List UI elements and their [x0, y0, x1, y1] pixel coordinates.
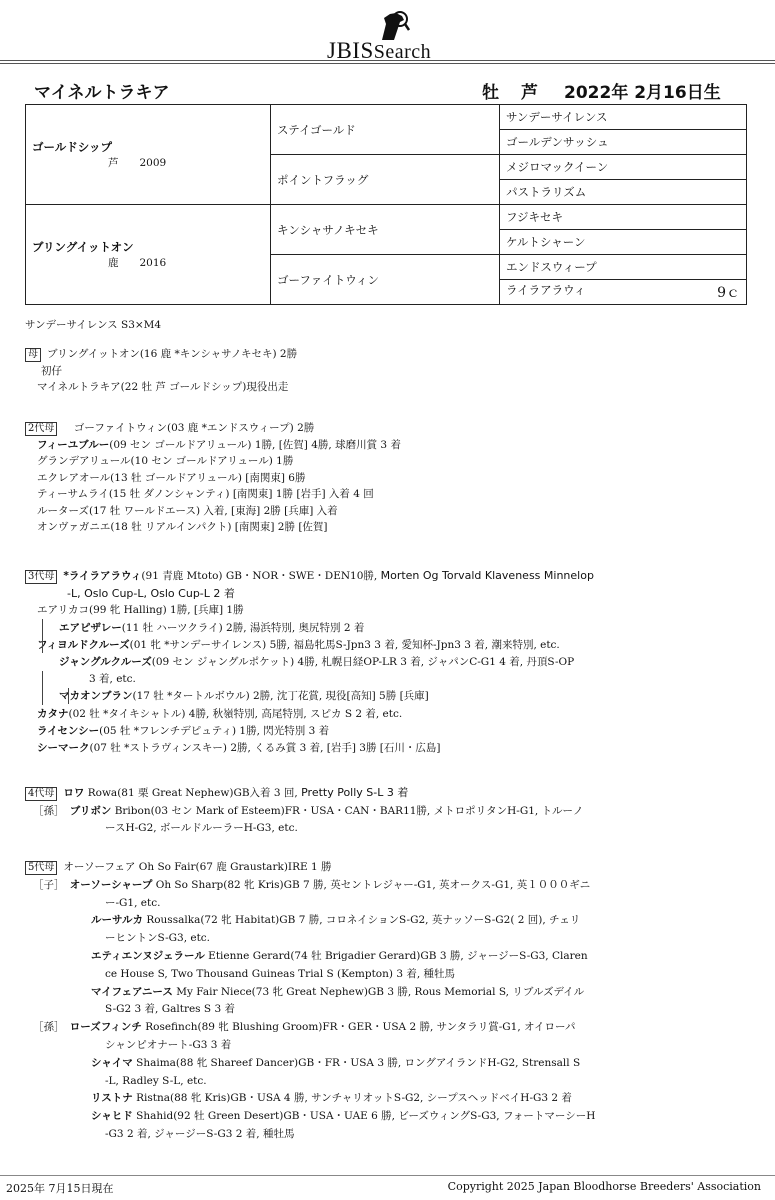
pedigree-g3[interactable]: エンドスウィープ	[500, 255, 747, 280]
pedigree-g2[interactable]: ゴーファイトウィン	[271, 255, 500, 305]
list-item: グランデアリュール(10 セン ゴールドアリュール) 1勝	[37, 455, 294, 467]
header-divider-2	[0, 63, 775, 64]
list-item: ティーサムライ(15 牡 ダノンシャンティ) [南関東] 1勝 [岩手] 入着 4 回	[37, 488, 374, 500]
family-number: 9ｃ	[717, 285, 740, 301]
pedigree-g3[interactable]: フジキセキ	[500, 205, 747, 230]
tree-connector	[42, 671, 43, 705]
horse-dob: 2022年 2月16日生	[564, 83, 721, 103]
dam-section: 母 ブリングイットオン(16 鹿 *キンシャサノキセキ) 2勝 初仔 マイネルトラキア(22 牡 芦 ゴールドシップ)現役出走	[25, 346, 755, 396]
header-divider	[0, 60, 775, 61]
pedigree-g3[interactable]: パストラリズム	[500, 180, 747, 205]
pedigree-g3[interactable]: ゴールデンサッシュ	[500, 130, 747, 155]
pedigree-g2[interactable]: ポイントフラッグ	[271, 155, 500, 205]
third-dam-tag: 3代母	[25, 570, 57, 584]
tree-connector	[42, 619, 43, 653]
horse-title	[34, 78, 734, 102]
fourth-dam-tag: 4代母	[25, 787, 57, 801]
list-item: ルーターズ(17 牡 ワールドエース) 入着, [東海] 2勝 [兵庫] 入着	[37, 504, 338, 517]
pedigree-g3-last[interactable]: ライラアラウィ 9ｃ	[500, 280, 747, 305]
third-dam-section: 3代母 *ライラアラウィ(91 青鹿 Mtoto) GB・NOR・SWE・DEN10勝, Morten Og Torvald Klaveness Minnelop -L, Oslo Cup-L, Oslo Cup-L 2 着 エアリカコ(99 牝 Halling) 1勝, [兵庫] 1勝 エアピザレー(11 牡 ハーツクライ) 2勝, 湯浜特別, 奥尻特別 2 着 フィヨルドクルーズ(01 牝 *サンデーサイレンス) 5勝, 福島牝馬S-Jpn3 3 着, 愛知杯-Jpn3 3 着, 潮来特別, etc. ジャングルクルーズ(09 セン ジャングルポケット) 4勝, 札幌日経OP-LR 3 着, ジャパンC-G1 4 着, 丹頂S-OP 3 着, etc. マカオンブラン(17 牡 *タートルボウル) 2勝, 沈丁花賞, 現役[高知] 5勝 [兵庫] カタナ(02 牡 *タイキシャトル) 4勝, 秋嶺特別, 高尾特別, スピカ S 2 着, etc. ライセンシー(05 牡 *フレンチデピュティ) 1勝, 閃光特別 3 着 シーマーク(07 牡 *ストラヴィンスキー) 2勝, くるみ賞 3 着, [岩手] 3勝 [石川・広島]	[25, 567, 755, 757]
footer-divider	[0, 1175, 775, 1176]
tree-connector	[68, 688, 69, 704]
logo-text: JBISSearch	[327, 38, 432, 63]
second-dam-section: 2代母 ゴーファイトウィン(03 鹿 *エンドスウィープ) 2勝 フィーユブルー(09 セン ゴールドアリュール) 1勝, [佐賀] 4勝, 球磨川賞 3 着 グランデアリュール(10 セン ゴールドアリュール) 1勝 エクレアオール(13 牡 ゴールドアリュール) [南関東] 6勝 ティーサムライ(15 牡 ダノンシャンティ) [南関東] 1勝 [岩手] 入着 4 回 ルーターズ(17 牡 ワールドエース) 入着, [東海] 2勝 [兵庫] 入着 オンヴァガニエ(18 牡 リアルインパクト) [南関東] 2勝 [佐賀]	[25, 420, 755, 536]
footer-copyright: Copyright 2025 Japan Bloodhorse Breeders' Association	[447, 1180, 761, 1193]
pedigree-sire[interactable]: ゴールドシップ 芦 2009	[26, 105, 271, 205]
dam-tag: 母	[25, 348, 41, 362]
second-dam-tag: 2代母	[25, 422, 57, 436]
footer-date: 2025年 7月15日現在	[6, 1182, 114, 1195]
pedigree-g2[interactable]: ステイゴールド	[271, 105, 500, 155]
fifth-dam-section: 5代母 オーソーフェア Oh So Fair(67 鹿 Graustark)IRE 1 勝 ［子］ オーソーシャープ Oh So Sharp(82 牝 Kris)GB 7 勝, 英セントレジャー-G1, 英オークス-G1, 英１０００ギニ ー-G1, etc. ルーサルカ Roussalka(72 牝 Habitat)GB 7 勝, コロネイションS-G2, 英ナッソーS-G2( 2 回), チェリ ーヒントンS-G3, etc. エティエンヌジェラール Etienne Gerard(74 牡 Brigadier Gerard)GB 3 勝, ジャージーS-G3, Claren ce House S, Two Thousand Guineas Trial S (Kempton) 3 着, 種牡馬 マイフェアニース My Fair Niece(73 牝 Great Nephew)GB 3 勝, Rous Memorial S, リブルズデイル S-G2 3 着, Galtres S 3 着 ［孫］ ローズフィンチ Rosefinch(89 牝 Blushing Groom)FR・GER・USA 2 勝, サンタラリ賞-G1, オイローパ シャンピオナート-G3 3 着 シャイマ Shaima(88 牝 Shareef Dancer)GB・FR・USA 3 勝, ロングアイランドH-G2, Strensall S -L, Radley S-L, etc. リストナ Ristna(88 牝 Kris)GB・USA 4 勝, サンチャリオットS-G2, シープスヘッドベイH-G3 2 着 シャヒド Shahid(92 牡 Green Desert)GB・USA・UAE 6 勝, ビーズウィングS-G3, フォートマーシーH -G3 2 着, ジャージーS-G3 2 着, 種牡馬	[25, 859, 755, 1144]
list-item: フィーユブルー(09 セン ゴールドアリュール) 1勝, [佐賀] 4勝, 球磨川賞 3 着	[37, 438, 401, 451]
fifth-dam-tag: 5代母	[25, 861, 57, 875]
pedigree-g3[interactable]: サンデーサイレンス	[500, 105, 747, 130]
list-item: オンヴァガニエ(18 牡 リアルインパクト) [南関東] 2勝 [佐賀]	[37, 521, 328, 533]
inbreeding: サンデーサイレンス S3×M4	[25, 319, 162, 331]
fourth-dam-section: 4代母 ロワ Rowa(81 栗 Great Nephew)GB入着 3 回, Pretty Polly S-L 3 着 ［孫］ ブリボン Bribon(03 セン Mark of Esteem)FR・USA・CAN・BAR11勝, メトロポリタンH-G1, トルーノ ースH-G2, ボールドルーラーH-G3, etc.	[25, 784, 755, 838]
pedigree-g3[interactable]: ケルトシャーン	[500, 230, 747, 255]
pedigree-dam[interactable]: ブリングイットオン 鹿 2016	[26, 205, 271, 305]
pedigree-table	[25, 104, 747, 305]
list-item: エクレアオール(13 牡 ゴールドアリュール) [南関東] 6勝	[37, 471, 306, 484]
horse-sex: 牡	[482, 83, 499, 103]
pedigree-g2[interactable]: キンシャサノキセキ	[271, 205, 500, 255]
horse-color: 芦	[521, 83, 538, 103]
pedigree-g3[interactable]: メジロマックイーン	[500, 155, 747, 180]
jbis-logo[interactable]	[0, 6, 775, 63]
horse-name: マイネルトラキア	[34, 83, 170, 103]
